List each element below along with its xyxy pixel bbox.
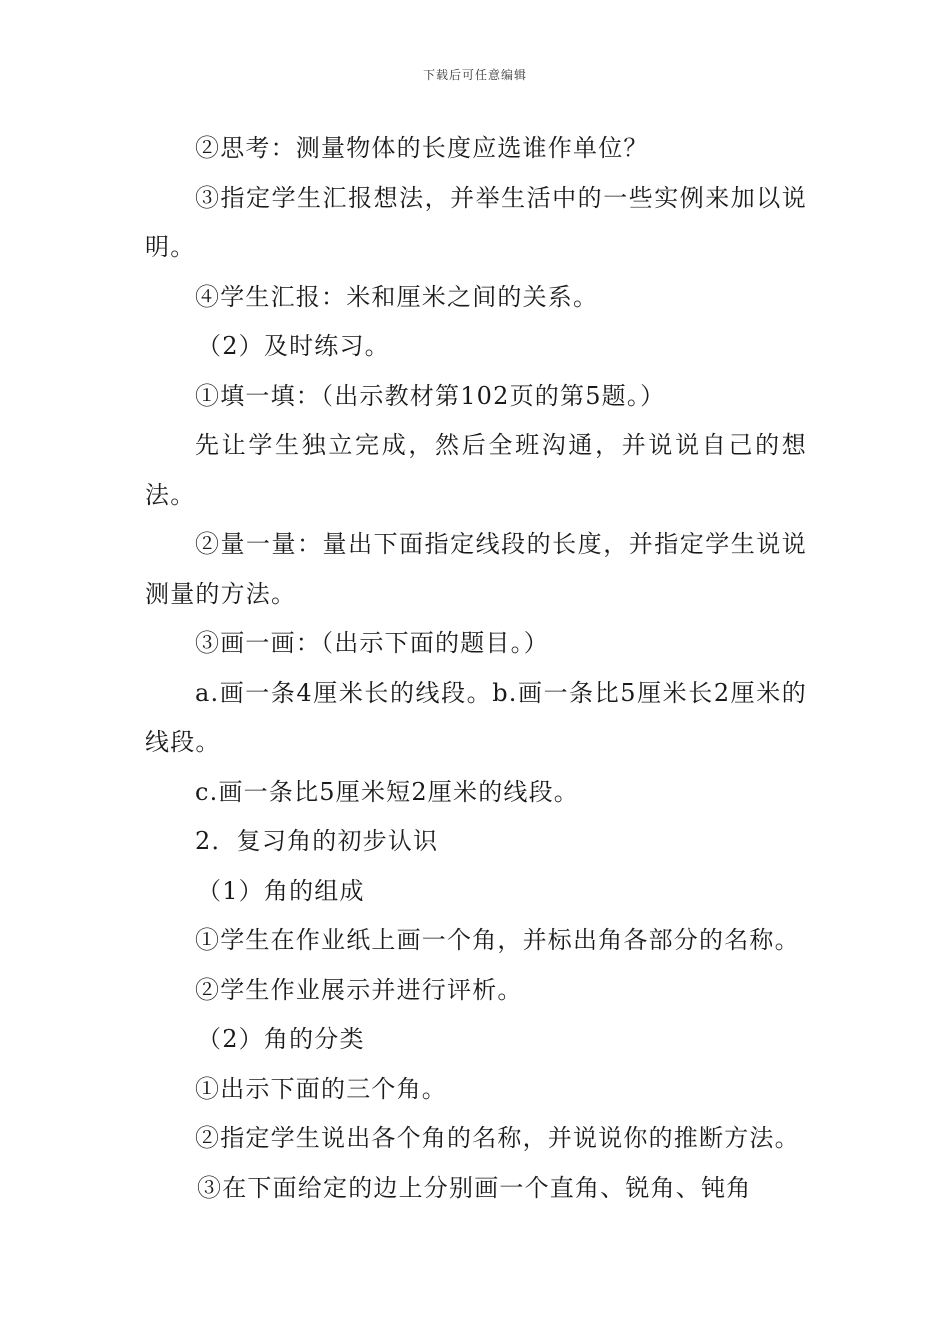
paragraph-report-ideas: ③指定学生汇报想法，并举生活中的一些实例来加以说明。: [145, 183, 807, 261]
document-body: [145, 124, 807, 1213]
paragraph-measure: ②量一量：量出下面指定线段的长度，并指定学生说说测量的方法。: [145, 530, 807, 608]
section-heading-angles: 2．复习角的初步认识: [195, 827, 439, 855]
paragraph-draw-c: c.画一条比5厘米短2厘米的线段。: [195, 777, 580, 806]
paragraph-draw: ③画一画：（出示下面的题目。）: [195, 629, 549, 657]
paragraph-think-unit: ②思考：测量物体的长度应选谁作单位？: [195, 134, 649, 162]
paragraph-independent-work: 先让学生独立完成，然后全班沟通，并说说自己的想法。: [145, 431, 807, 509]
paragraph-show-work: ②学生作业展示并进行评析。: [195, 975, 523, 1004]
subheading-angle-parts: （1）角的组成: [197, 876, 365, 905]
paragraph-draw-angle: ①学生在作业纸上画一个角，并标出角各部分的名称。: [195, 926, 800, 954]
page-header: 下载后可任意编辑: [422, 68, 527, 82]
paragraph-draw-ab: a.画一条4厘米长的线段。b.画一条比5厘米长2厘米的线段。: [145, 678, 807, 756]
paragraph-meter-cm-relation: ④学生汇报：米和厘米之间的关系。: [195, 282, 599, 311]
paragraph-practice-heading: （2）及时练习。: [197, 332, 390, 360]
paragraph-draw-three-angles: ③在下面给定的边上分别画一个直角、锐角、钝角: [197, 1173, 752, 1202]
paragraph-name-angles: ②指定学生说出各个角的名称，并说说你的推断方法。: [195, 1124, 800, 1152]
subheading-angle-types: （2）角的分类: [197, 1025, 365, 1053]
paragraph-show-angles: ①出示下面的三个角。: [195, 1074, 447, 1103]
paragraph-fill-in: ①填一填：（出示教材第102页的第5题。）: [195, 381, 666, 410]
